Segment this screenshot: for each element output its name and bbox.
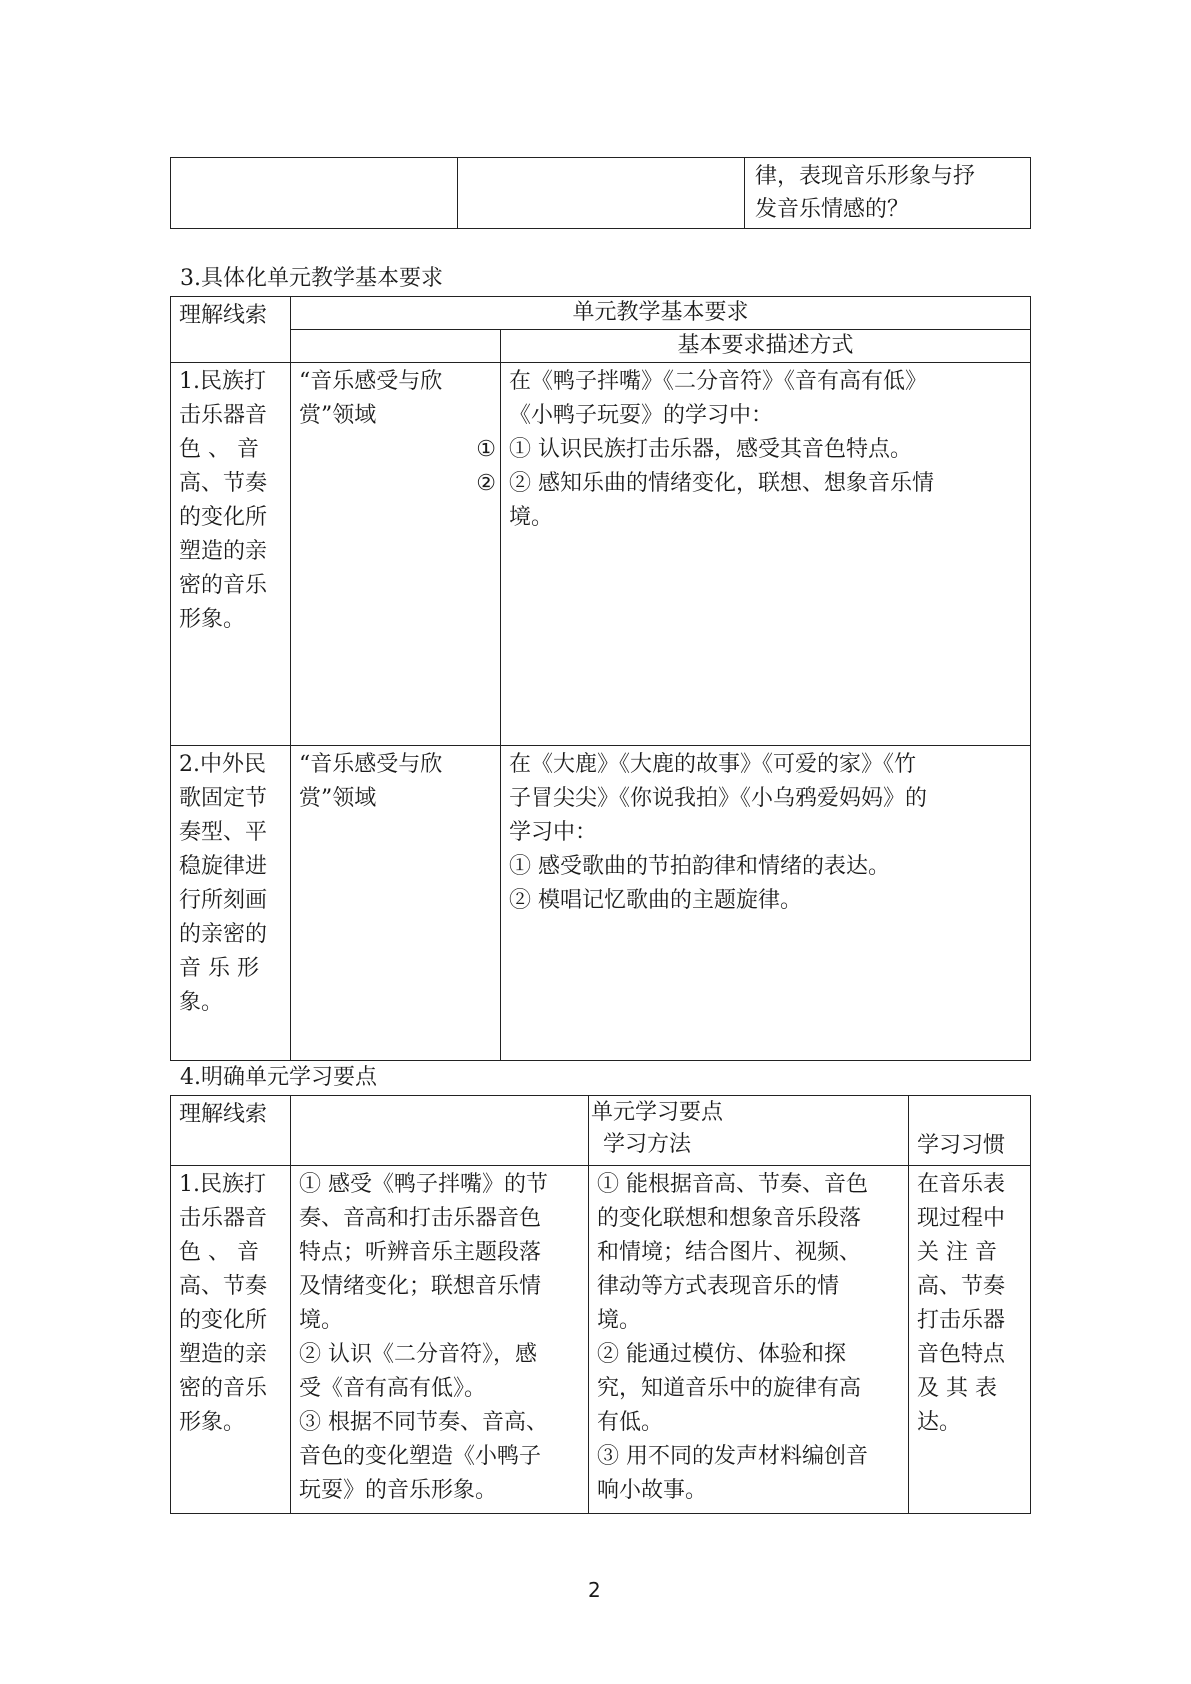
method-line: 的变化联想和想象音乐段落 bbox=[597, 1206, 862, 1231]
points-line: 玩耍》的音乐形象。 bbox=[299, 1478, 498, 1503]
description-line: 在《鸭子拌嘴》《二分音符》《音有高有低》 bbox=[509, 369, 928, 394]
header-description: 基本要求描述方式 bbox=[501, 330, 1031, 363]
description-line: 子冒尖尖》《你说我拍》《小乌鸦爱妈妈》的 bbox=[509, 786, 928, 811]
clue-line: 1.民族打 bbox=[179, 369, 266, 394]
learning-points-table bbox=[170, 1095, 1031, 1514]
method-line: ① 能根据音高、节奏、音色 bbox=[597, 1172, 868, 1197]
continuation-line: 发音乐情感的？ bbox=[755, 197, 910, 222]
description-line: 境。 bbox=[509, 505, 554, 530]
clue-line: 行所刻画 bbox=[179, 888, 268, 913]
method-line: ② 能通过模仿、体验和探 bbox=[597, 1342, 846, 1367]
clue-line: 击乐器音 bbox=[179, 1206, 268, 1231]
clue-line: 1.民族打 bbox=[179, 1172, 266, 1197]
habit-line: 打击乐器 bbox=[917, 1308, 1006, 1333]
header-habit bbox=[909, 1096, 1031, 1166]
habit-line: 在音乐表 bbox=[917, 1172, 1006, 1197]
method-line: 响小故事。 bbox=[597, 1478, 708, 1503]
header-points-method bbox=[589, 1096, 909, 1166]
clue-line: 塑造的亲 bbox=[179, 1342, 268, 1367]
header-blank bbox=[291, 330, 501, 363]
clue-line: 奏型、平 bbox=[179, 820, 268, 845]
clue-line: 密的音乐 bbox=[179, 573, 268, 598]
marker-1: ① bbox=[476, 437, 496, 462]
clue-line: 的亲密的 bbox=[179, 922, 268, 947]
marker-2: ② bbox=[476, 471, 496, 496]
description-line: ② 模唱记忆歌曲的主题旋律。 bbox=[509, 888, 802, 913]
clue-line: 的变化所 bbox=[179, 1308, 268, 1333]
habit-line: 现过程中 bbox=[917, 1206, 1006, 1231]
points-line: 受《音有高有低》。 bbox=[299, 1376, 487, 1401]
description-line: ① 感受歌曲的节拍韵律和情绪的表达。 bbox=[509, 854, 890, 879]
domain-cell-2 bbox=[291, 746, 501, 1061]
clue-line: 击乐器音 bbox=[179, 403, 268, 428]
description-cell-1 bbox=[501, 363, 1031, 746]
points-line: 及情绪变化；联想音乐情 bbox=[299, 1274, 542, 1299]
method-line: 和情境；结合图片、视频、 bbox=[597, 1240, 862, 1265]
clue-line: 塑造的亲 bbox=[179, 539, 268, 564]
clue-cell bbox=[171, 1166, 291, 1514]
clue-line: 音 乐 形 bbox=[179, 956, 259, 981]
domain-line: “音乐感受与欣 bbox=[299, 752, 443, 777]
method-line: 律动等方式表现音乐的情 bbox=[597, 1274, 840, 1299]
clue-line: 色 、 音 bbox=[179, 1240, 259, 1265]
clue-line: 歌固定节 bbox=[179, 786, 268, 811]
clue-cell-1 bbox=[171, 363, 291, 746]
points-line: 音色的变化塑造《小鸭子 bbox=[299, 1444, 542, 1469]
header-points: 单元学习要点 bbox=[591, 1100, 724, 1125]
description-line: 学习中： bbox=[509, 820, 598, 845]
continuation-cell-1 bbox=[171, 158, 458, 229]
description-line: ② 感知乐曲的情绪变化，联想、想象音乐情 bbox=[509, 471, 934, 496]
description-line: ① 认识民族打击乐器，感受其音色特点。 bbox=[509, 437, 912, 462]
habit-line: 达。 bbox=[917, 1410, 962, 1435]
method-line: ③ 用不同的发声材料编创音 bbox=[597, 1444, 868, 1469]
continuation-cell-3 bbox=[745, 158, 1031, 229]
header-clue: 理解线索 bbox=[171, 297, 291, 363]
clue-line: 形象。 bbox=[179, 1410, 246, 1435]
points-line: 特点；听辨音乐主题段落 bbox=[299, 1240, 542, 1265]
clue-line: 密的音乐 bbox=[179, 1376, 268, 1401]
clue-line: 稳旋律进 bbox=[179, 854, 268, 879]
clue-line: 色 、 音 bbox=[179, 437, 259, 462]
clue-cell-2 bbox=[171, 746, 291, 1061]
points-line: ③ 根据不同节奏、音高、 bbox=[299, 1410, 548, 1435]
continuation-cell-2 bbox=[458, 158, 745, 229]
points-line: 奏、音高和打击乐器音色 bbox=[299, 1206, 542, 1231]
domain-line: 赏”领域 bbox=[299, 403, 377, 428]
points-line: ① 感受《鸭子拌嘴》的节 bbox=[299, 1172, 548, 1197]
clue-line: 高、节奏 bbox=[179, 1274, 268, 1299]
domain-line: “音乐感受与欣 bbox=[299, 369, 443, 394]
habit-cell bbox=[909, 1166, 1031, 1514]
clue-line: 象。 bbox=[179, 990, 224, 1015]
clue-line: 高、节奏 bbox=[179, 471, 268, 496]
method-line: 境。 bbox=[597, 1308, 642, 1333]
method-cell bbox=[589, 1166, 909, 1514]
section-3-heading: 3.具体化单元教学基本要求 bbox=[180, 266, 443, 291]
points-line: 境。 bbox=[299, 1308, 344, 1333]
clue-line: 的变化所 bbox=[179, 505, 268, 530]
header-habit-label: 学习习惯 bbox=[917, 1133, 1006, 1158]
habit-line: 高、节奏 bbox=[917, 1274, 1006, 1299]
domain-line: 赏”领域 bbox=[299, 786, 377, 811]
points-line: ② 认识《二分音符》，感 bbox=[299, 1342, 537, 1367]
continuation-table bbox=[170, 157, 1031, 229]
clue-line: 2.中外民 bbox=[179, 752, 266, 777]
description-line: 《小鸭子玩耍》的学习中： bbox=[509, 403, 774, 428]
section-4-heading: 4.明确单元学习要点 bbox=[180, 1065, 377, 1090]
description-line: 在《大鹿》《大鹿的故事》《可爱的家》《竹 bbox=[509, 752, 917, 777]
page-number: 2 bbox=[588, 1578, 601, 1602]
habit-line: 音色特点 bbox=[917, 1342, 1006, 1367]
domain-cell-1 bbox=[291, 363, 501, 746]
header-requirements: 单元教学基本要求 bbox=[291, 297, 1031, 330]
header-clue: 理解线索 bbox=[171, 1096, 291, 1166]
requirements-table bbox=[170, 296, 1031, 1061]
points-cell bbox=[291, 1166, 589, 1514]
method-line: 有低。 bbox=[597, 1410, 664, 1435]
habit-line: 关 注 音 bbox=[917, 1240, 997, 1265]
header-blank bbox=[291, 1096, 589, 1166]
clue-line: 形象。 bbox=[179, 607, 246, 632]
method-line: 究，知道音乐中的旋律有高 bbox=[597, 1376, 862, 1401]
continuation-line: 律，表现音乐形象与抒 bbox=[755, 164, 976, 189]
header-method: 学习方法 bbox=[603, 1132, 692, 1157]
description-cell-2 bbox=[501, 746, 1031, 1061]
habit-line: 及 其 表 bbox=[917, 1376, 997, 1401]
